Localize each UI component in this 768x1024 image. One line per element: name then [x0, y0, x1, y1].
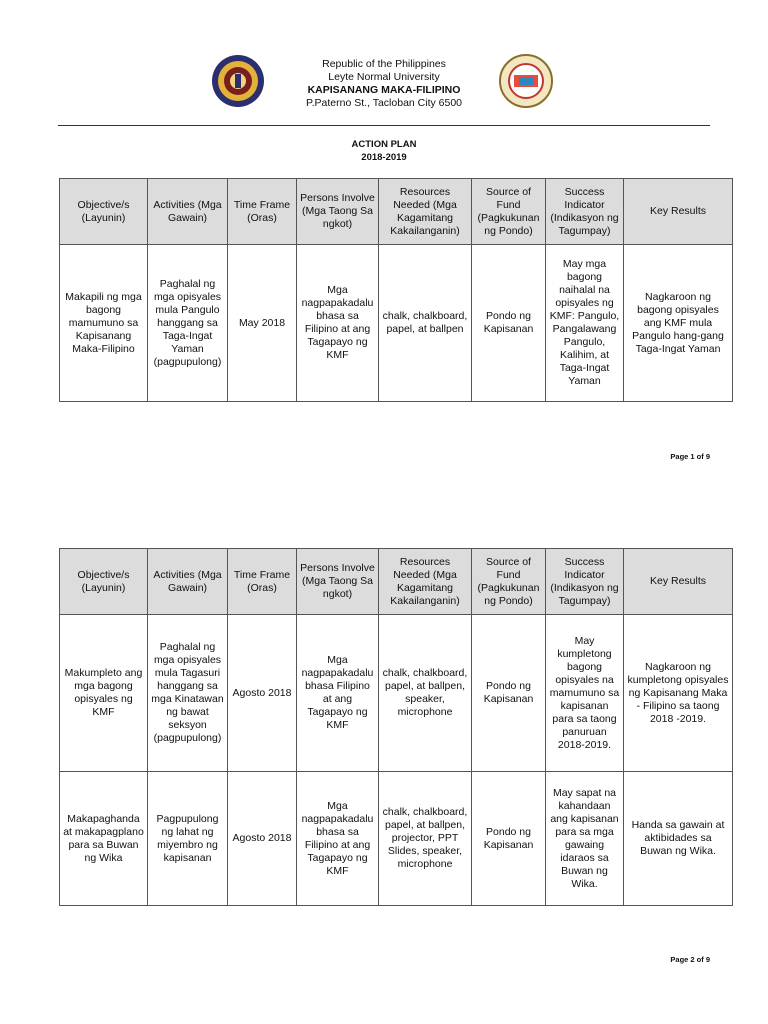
university-seal-icon — [211, 54, 265, 108]
table-row — [60, 615, 733, 772]
column-header-resources-needed: Resources Needed (Mga Kagamitang Kakailanganin) — [379, 179, 472, 245]
kmf-seal-icon — [499, 54, 553, 108]
cell-source-of-fund: Pondo ng Kapisanan — [472, 245, 546, 402]
column-header-success-indicator: Success Indicator (Indikasyon ng Tagumpay) — [546, 179, 624, 245]
document-title — [0, 138, 768, 164]
table-row — [60, 245, 733, 402]
column-header-persons-involved: Persons Involve (Mga Taong Sa ngkot) — [297, 549, 379, 615]
cell-success-indicator: May mga bagong naihalal na opisyales ng KMF: Pangulo, Pangalawang Pangulo, Kalihim, at Taga-Ingat Yaman — [546, 245, 624, 402]
address-line: P.Paterno St., Tacloban City 6500 — [305, 97, 463, 109]
action-plan-table-page-2 — [59, 548, 733, 906]
cell-key-results: Nagkaroon ng kumpletong opisyales ng Kapisanang Maka - Filipino sa taong 2018 -2019. — [624, 615, 733, 772]
column-header-source-of-fund: Source of Fund (Pagkukunan ng Pondo) — [472, 179, 546, 245]
header-divider — [58, 125, 710, 126]
cell-activities: Pagpupulong ng lahat ng miyembro ng kapisanan — [148, 772, 228, 906]
cell-time-frame: Agosto 2018 — [228, 615, 297, 772]
column-header-key-results: Key Results — [624, 549, 733, 615]
cell-success-indicator: May sapat na kahandaan ang kapisanan para sa mga gawaing idaraos sa Buwan ng Wika. — [546, 772, 624, 906]
cell-persons-involved: Mga nagpapakadalu bhasa sa Filipino at ang Tagapayo ng KMF — [297, 772, 379, 906]
cell-objective: Makapaghanda at makapagplano para sa Buwan ng Wika — [60, 772, 148, 906]
cell-time-frame: Agosto 2018 — [228, 772, 297, 906]
title-line: ACTION PLAN — [351, 139, 417, 150]
cell-time-frame: May 2018 — [228, 245, 297, 402]
page-number: Page 1 of 9 — [670, 452, 710, 461]
column-header-objective: Objective/s (Layunin) — [60, 179, 148, 245]
column-header-resources-needed: Resources Needed (Mga Kagamitang Kakailanganin) — [379, 549, 472, 615]
cell-key-results: Nagkaroon ng bagong opisyales ang KMF mula Pangulo hang-gang Taga-Ingat Yaman — [624, 245, 733, 402]
action-plan-table-page-1 — [59, 178, 733, 402]
column-header-time-frame: Time Frame (Oras) — [228, 179, 297, 245]
cell-resources-needed: chalk, chalkboard, papel, at ballpen — [379, 245, 472, 402]
column-header-source-of-fund: Source of Fund (Pagkukunan ng Pondo) — [472, 549, 546, 615]
cell-activities: Paghalal ng mga opisyales mula Tagasuri hanggang sa mga Kinatawan ng bawat seksyon (pagpupulong) — [148, 615, 228, 772]
cell-success-indicator: May kumpletong bagong opisyales na mamumuno sa kapisanan para sa taong panuruan 2018-2019. — [546, 615, 624, 772]
page-number: Page 2 of 9 — [670, 955, 710, 964]
cell-persons-involved: Mga nagpapakadalu bhasa sa Filipino at ang Tagapayo ng KMF — [297, 245, 379, 402]
cell-resources-needed: chalk, chalkboard, papel, at ballpen, speaker, microphone — [379, 615, 472, 772]
cell-objective: Makapili ng mga bagong mamumuno sa Kapisanang Maka-Filipino — [60, 245, 148, 402]
year-line: 2018-2019 — [361, 152, 407, 163]
table-row — [60, 772, 733, 906]
letterhead-header — [0, 54, 768, 116]
column-header-activities: Activities (Mga Gawain) — [148, 549, 228, 615]
cell-source-of-fund: Pondo ng Kapisanan — [472, 772, 546, 906]
column-header-key-results: Key Results — [624, 179, 733, 245]
university-line: Leyte Normal University — [328, 71, 440, 83]
organization-name: KAPISANANG MAKA-FILIPINO — [307, 84, 461, 96]
cell-resources-needed: chalk, chalkboard, papel, at ballpen, projector, PPT Slides, speaker, microphone — [379, 772, 472, 906]
header-row — [60, 179, 733, 245]
column-header-activities: Activities (Mga Gawain) — [148, 179, 228, 245]
column-header-persons-involved: Persons Involve (Mga Taong Sa ngkot) — [297, 179, 379, 245]
letterhead-text — [270, 58, 498, 110]
column-header-success-indicator: Success Indicator (Indikasyon ng Tagumpay) — [546, 549, 624, 615]
republic-line: Republic of the Philippines — [322, 58, 446, 70]
cell-source-of-fund: Pondo ng Kapisanan — [472, 615, 546, 772]
cell-key-results: Handa sa gawain at aktibidades sa Buwan ng Wika. — [624, 772, 733, 906]
header-row — [60, 549, 733, 615]
column-header-objective: Objective/s (Layunin) — [60, 549, 148, 615]
column-header-time-frame: Time Frame (Oras) — [228, 549, 297, 615]
cell-activities: Paghalal ng mga opisyales mula Pangulo hanggang sa Taga-Ingat Yaman (pagpupulong) — [148, 245, 228, 402]
cell-persons-involved: Mga nagpapakadalu bhasa Filipino at ang Tagapayo ng KMF — [297, 615, 379, 772]
cell-objective: Makumpleto ang mga bagong opisyales ng KMF — [60, 615, 148, 772]
